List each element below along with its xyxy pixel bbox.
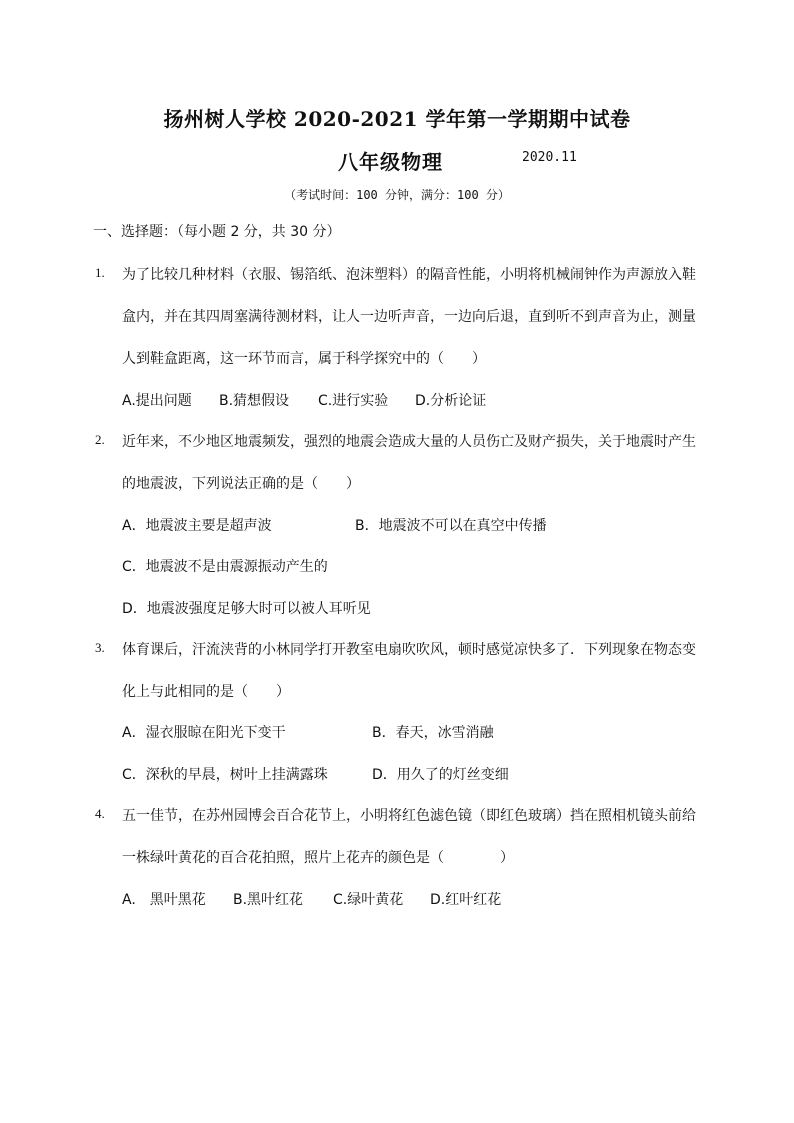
subtitle-row [0,146,794,172]
exam-date: 2020.11 [522,150,577,165]
option-a: A．地震波主要是超声波 [122,518,272,534]
exam-subtitle: 八年级物理 [338,150,443,174]
option-d: D．用久了的灯丝变细 [372,767,509,783]
question-number: 1. [95,265,105,280]
question-text-line: 为了比较几种材料（衣服、锡箔纸、泡沫塑料）的隔音性能，小明将机械闹钟作为声源放入鞋 [122,267,696,283]
section-title: 一、选择题：（每小题 2 分，共 30 分） [93,224,341,240]
option-d: D.红叶红花 [430,892,502,908]
question-text-line: 五一佳节，在苏州园博会百合花节上，小明将红色滤色镜（即红色玻璃）挡在照相机镜头前给 [122,808,696,824]
option-c: C.绿叶黄花 [333,892,404,908]
exam-info: （考试时间：100 分钟，满分：100 分） [284,188,510,202]
option-a: A. 黑叶黑花 [122,892,206,908]
option-b: B.黑叶红花 [233,892,304,908]
option-b: B．春天，冰雪消融 [372,725,494,741]
option-c: C.进行实验 [318,393,389,409]
question-text-line: 体育课后，汗流浃背的小林同学打开教室电扇吹吹风，顿时感觉凉快多了．下列现象在物态变 [122,642,696,658]
exam-title: 扬州树人学校 2020-2021 学年第一学期期中试卷 [163,107,631,131]
option-b: B．地震波不可以在真空中传播 [355,518,547,534]
question-text-line: 盒内，并在其四周塞满待测材料，让人一边听声音，一边向后退，直到听不到声音为止，测量 [122,309,696,325]
question-text-line: 近年来，不少地区地震频发，强烈的地震会造成大量的人员伤亡及财产损失，关于地震时产生 [122,434,696,450]
option-b: B.猜想假设 [219,393,290,409]
question-text-line: 化上与此相同的是（ ） [122,684,290,700]
question-text-line: 的地震波，下列说法正确的是（ ） [122,476,360,492]
option-c: C．深秋的早晨，树叶上挂满露珠 [122,767,328,783]
option-d: D．地震波强度足够大时可以被人耳听见 [122,601,371,617]
option-a: A.提出问题 [122,393,192,409]
option-a: A．湿衣服晾在阳光下变干 [122,725,286,741]
option-c: C．地震波不是由震源振动产生的 [122,559,328,575]
question-number: 3. [95,640,105,655]
question-text-line: 人到鞋盒距离，这一环节而言，属于科学探究中的（ ） [122,351,486,367]
question-number: 4. [95,806,105,821]
question-text-line: 一株绿叶黄花的百合花拍照，照片上花卉的颜色是（ ） [122,850,514,866]
question-number: 2. [95,432,105,447]
option-d: D.分析论证 [415,393,487,409]
